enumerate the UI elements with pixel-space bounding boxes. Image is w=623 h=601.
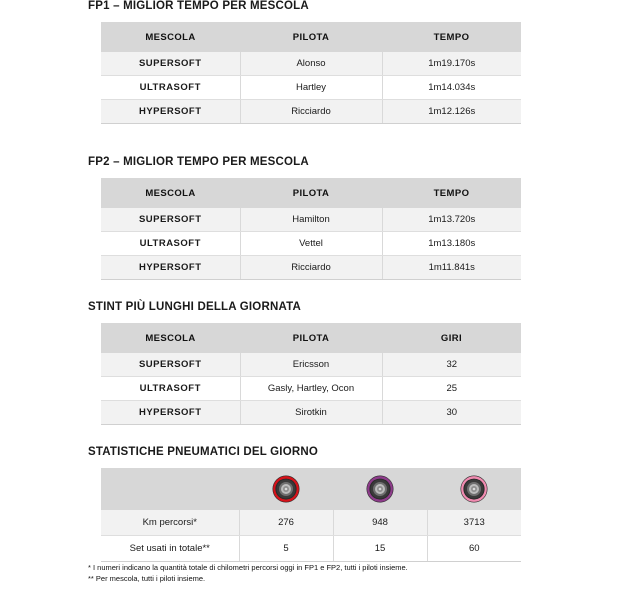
cell-driver: Ericsson <box>240 353 382 377</box>
cell-driver: Sirotkin <box>240 401 382 425</box>
table-row <box>101 510 521 536</box>
cell-value: 32 <box>382 353 521 377</box>
cell-driver: Vettel <box>240 232 382 256</box>
section-stint <box>0 301 623 425</box>
table-header-row <box>101 323 521 353</box>
section-title-fp1: FP1 – MIGLIOR TEMPO PER MESCOLA <box>88 0 309 12</box>
cell-stat-label: Km percorsi* <box>101 510 239 536</box>
section-title-stint: STINT PIÙ LUNGHI DELLA GIORNATA <box>88 301 301 313</box>
column-header-mescola: MESCOLA <box>101 22 240 52</box>
column-header-hypersoft <box>427 468 521 510</box>
cell-compound: SUPERSOFT <box>101 353 240 377</box>
cell-stat-ultrasoft: 15 <box>333 536 427 562</box>
column-header-mescola: MESCOLA <box>101 178 240 208</box>
cell-driver: Ricciardo <box>240 100 382 124</box>
column-header-empty <box>101 468 239 510</box>
table-row <box>101 208 521 232</box>
tyre-hypersoft-icon <box>459 474 489 504</box>
cell-stat-ultrasoft: 948 <box>333 510 427 536</box>
section-stats <box>0 446 623 562</box>
section-fp1 <box>0 0 623 124</box>
cell-stat-label: Set usati in totale** <box>101 536 239 562</box>
footnote-2: ** Per mescola, tutti i piloti insieme. <box>88 573 206 583</box>
section-title-stats: STATISTICHE PNEUMATICI DEL GIORNO <box>88 446 319 458</box>
cell-compound: SUPERSOFT <box>101 208 240 232</box>
table-row <box>101 353 521 377</box>
table-row <box>101 52 521 76</box>
table-header-row <box>101 178 521 208</box>
column-header-value: TEMPO <box>382 22 521 52</box>
cell-compound: ULTRASOFT <box>101 232 240 256</box>
table-row <box>101 377 521 401</box>
table-header-row <box>101 22 521 52</box>
column-header-mescola: MESCOLA <box>101 323 240 353</box>
cell-stat-hypersoft: 3713 <box>427 510 521 536</box>
section-title-fp2: FP2 – MIGLIOR TEMPO PER MESCOLA <box>88 156 309 168</box>
cell-value: 1m13.180s <box>382 232 521 256</box>
table-row <box>101 401 521 425</box>
cell-value: 1m12.126s <box>382 100 521 124</box>
table-header-row <box>101 468 521 510</box>
cell-driver: Hartley <box>240 76 382 100</box>
cell-value: 1m19.170s <box>382 52 521 76</box>
cell-compound: SUPERSOFT <box>101 52 240 76</box>
table-stats <box>101 468 521 562</box>
column-header-pilota: PILOTA <box>240 323 382 353</box>
column-header-pilota: PILOTA <box>240 22 382 52</box>
cell-value: 1m14.034s <box>382 76 521 100</box>
table-fp1 <box>101 22 521 124</box>
column-header-value: TEMPO <box>382 178 521 208</box>
cell-driver: Gasly, Hartley, Ocon <box>240 377 382 401</box>
cell-compound: HYPERSOFT <box>101 100 240 124</box>
table-row <box>101 256 521 280</box>
tyre-supersoft-icon <box>271 474 301 504</box>
table-row <box>101 232 521 256</box>
cell-stat-supersoft: 5 <box>239 536 333 562</box>
cell-value: 1m11.841s <box>382 256 521 280</box>
column-header-ultrasoft <box>333 468 427 510</box>
cell-compound: ULTRASOFT <box>101 76 240 100</box>
tyre-ultrasoft-icon <box>365 474 395 504</box>
footnote-1: * I numeri indicano la quantità totale di chilometri percorsi oggi in FP1 e FP2, tutti i piloti insieme. <box>88 563 408 572</box>
cell-stat-hypersoft: 60 <box>427 536 521 562</box>
footnotes <box>88 563 408 584</box>
cell-compound: ULTRASOFT <box>101 377 240 401</box>
cell-compound: HYPERSOFT <box>101 256 240 280</box>
cell-value: 1m13.720s <box>382 208 521 232</box>
table-row <box>101 100 521 124</box>
table-stint <box>101 323 521 425</box>
table-fp2 <box>101 178 521 280</box>
column-header-value: GIRI <box>382 323 521 353</box>
cell-compound: HYPERSOFT <box>101 401 240 425</box>
cell-value: 30 <box>382 401 521 425</box>
cell-value: 25 <box>382 377 521 401</box>
table-row <box>101 76 521 100</box>
column-header-supersoft <box>239 468 333 510</box>
cell-stat-supersoft: 276 <box>239 510 333 536</box>
table-row <box>101 536 521 562</box>
section-fp2 <box>0 156 623 280</box>
cell-driver: Ricciardo <box>240 256 382 280</box>
cell-driver: Alonso <box>240 52 382 76</box>
cell-driver: Hamilton <box>240 208 382 232</box>
column-header-pilota: PILOTA <box>240 178 382 208</box>
